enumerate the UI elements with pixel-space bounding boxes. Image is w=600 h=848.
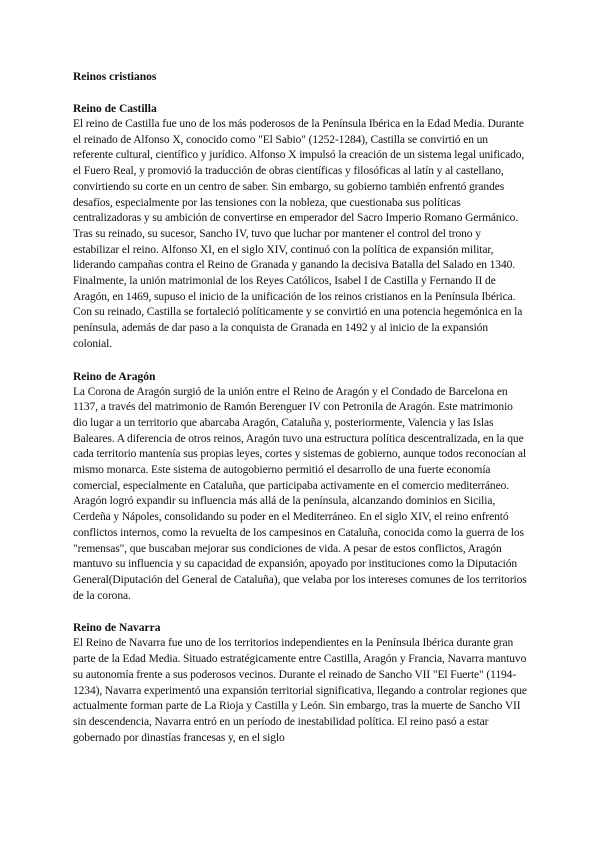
section-aragon xyxy=(73,370,529,605)
section-castilla xyxy=(73,102,529,353)
section-body-aragon: La Corona de Aragón surgió de la unión entre el Reino de Aragón y el Condado de Barcelona en 1137, a través del matrimonio de Ramón Berenguer IV con Petronila de Aragón. Este matrimonio dio lugar a un territorio que abarcaba Aragón, Cataluña y, posteriormente, Valencia y las Islas Baleares. A diferencia de otros reinos, Aragón tuvo una estructura política descentralizada, en la que cada territorio mantenía sus propias leyes, cortes y sistemas de gobierno, aunque todos reconocían al mismo monarca. Este sistema de autogobierno permitió el desarrollo de una fuerte economía comercial, especialmente en Cataluña, que participaba activamente en el comercio mediterráneo. Aragón logró expandir su influencia más allá de la península, alcanzando dominios en Sicilia, Cerdeña y Nápoles, consolidando su poder en el Mediterráneo. En el siglo XIV, el reino enfrentó conflictos internos, como la revuelta de los campesinos en Cataluña, conocida como la guerra de los "remensas", que buscaban mejorar sus condiciones de vida. A pesar de estos conflictos, Aragón mantuvo su influencia y su capacidad de expansión, apoyado por instituciones como la Diputación General(Diputación del General de Cataluña), que velaba por los intereses comunes de los territorios de la corona. xyxy=(73,385,527,602)
document-page xyxy=(73,70,529,746)
section-heading-navarra: Reino de Navarra xyxy=(73,622,161,635)
section-body-castilla: El reino de Castilla fue uno de los más poderosos de la Península Ibérica en la Edad Media. Durante el reinado de Alfonso X, conocido como "El Sabio" (1252-1284), Castilla se convirtió en un referente cultural, científico y jurídico. Alfonso X impulsó la creación de un sistema legal unificado, el Fuero Real, y promovió la traducción de obras científicas y filosóficas al latín y al castellano, convirtiendo su corte en un centro de saber. Sin embargo, su gobierno también enfrentó grandes desafíos, especialmente por las tensiones con la nobleza, que cuestionaba sus políticas centralizadoras y su ambición de convertirse en emperador del Sacro Imperio Romano Germánico. Tras su reinado, su sucesor, Sancho IV, tuvo que luchar por mantener el control del trono y estabilizar el reino. Alfonso XI, en el siglo XIV, continuó con la política de expansión militar, liderando campañas contra el Reino de Granada y ganando la decisiva Batalla del Salado en 1340. Finalmente, la unión matrimonial de los Reyes Católicos, Isabel I de Castilla y Fernando II de Aragón, en 1469, supuso el inicio de la unificación de los reinos cristianos en la Península Ibérica. Con su reinado, Castilla se fortaleció políticamente y se convirtió en una potencia hegemónica en la península, además de dar paso a la conquista de Granada en 1492 y al inicio de la expansión colonial. xyxy=(73,118,525,350)
section-heading-castilla: Reino de Castilla xyxy=(73,103,157,115)
section-navarra xyxy=(73,621,529,746)
document-title: Reinos cristianos xyxy=(73,71,157,83)
section-heading-aragon: Reino de Aragón xyxy=(73,370,156,383)
section-body-navarra: El Reino de Navarra fue uno de los territorios independientes en la Península Ibérica durante gran parte de la Edad Media. Situado estratégicamente entre Castilla, Aragón y Francia, Navarra mantuvo su autonomía frente a sus poderosos vecinos. Durante el reinado de Sancho VII "El Fuerte" (1194-1234), Navarra experimentó una expansión territorial significativa, llegando a controlar regiones que actualmente forman parte de La Rioja y Castilla y León. Sin embargo, tras la muerte de Sancho VII sin descendencia, Navarra entró en un período de inestabilidad política. El reino pasó a estar gobernado por dinastías francesas y, en el siglo xyxy=(73,637,527,744)
